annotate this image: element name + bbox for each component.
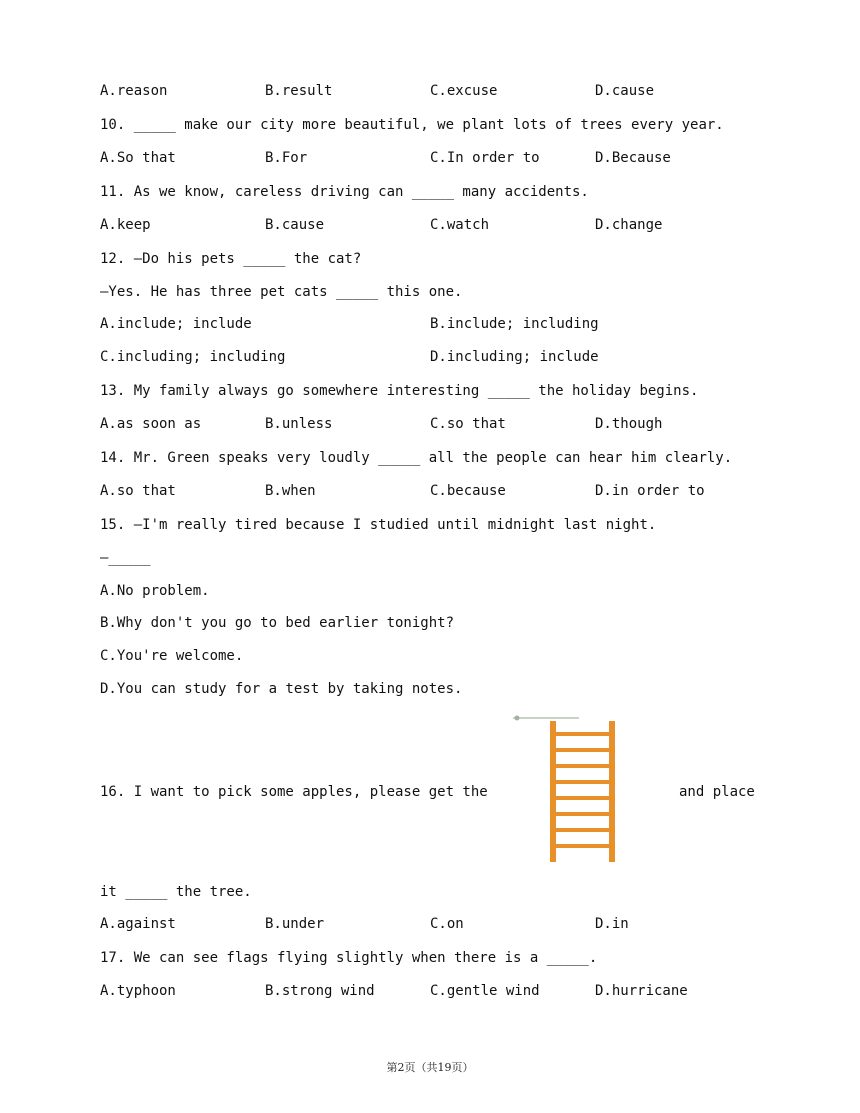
q14-stem: 14. Mr. Green speaks very loudly _____ all the people can hear him clearly.: [100, 450, 733, 466]
q9-option-c: C.excuse: [430, 83, 498, 99]
q16-stem-part1: 16. I want to pick some apples, please get the: [100, 784, 488, 800]
q11-option-a: A.keep: [100, 217, 151, 233]
q16-option-d: D.in: [595, 916, 629, 932]
q10-option-c: C.In order to: [430, 150, 540, 166]
q15-option-b: B.Why don't you go to bed earlier tonight?: [100, 615, 455, 631]
q14-option-b: B.when: [265, 483, 316, 499]
q13-option-c: C.so that: [430, 416, 506, 432]
q13-option-b: B.unless: [265, 416, 333, 432]
q12-option-b: B.include; including: [430, 316, 599, 332]
q12-option-a: A.include; include: [100, 316, 252, 332]
q17-option-b: B.strong wind: [265, 983, 375, 999]
q10-option-b: B.For: [265, 150, 308, 166]
q11-option-b: B.cause: [265, 217, 325, 233]
ladder-icon: [505, 706, 635, 868]
q9-option-d: D.cause: [595, 83, 655, 99]
q9-option-b: B.result: [265, 83, 333, 99]
q11-option-d: D.change: [595, 217, 663, 233]
q10-option-d: D.Because: [595, 150, 671, 166]
q15-option-a: A.No problem.: [100, 583, 210, 599]
q12-option-c: C.including; including: [100, 349, 286, 365]
q12-stem-reply: —Yes. He has three pet cats _____ this one.: [100, 284, 463, 300]
q14-option-a: A.so that: [100, 483, 176, 499]
q17-option-a: A.typhoon: [100, 983, 176, 999]
q11-option-c: C.watch: [430, 217, 490, 233]
q12-option-d: D.including; include: [430, 349, 599, 365]
q14-option-c: C.because: [430, 483, 506, 499]
q15-option-c: C.You're welcome.: [100, 648, 244, 664]
q10-stem: 10. _____ make our city more beautiful, we plant lots of trees every year.: [100, 117, 724, 133]
q16-stem-line2: it _____ the tree.: [100, 884, 252, 900]
q15-stem: 15. —I'm really tired because I studied until midnight last night.: [100, 517, 657, 533]
q9-option-a: A.reason: [100, 83, 168, 99]
q17-option-c: C.gentle wind: [430, 983, 540, 999]
q16-option-a: A.against: [100, 916, 176, 932]
q13-option-a: A.as soon as: [100, 416, 202, 432]
q14-option-d: D.in order to: [595, 483, 705, 499]
page-footer: 第2页（共19页）: [386, 1061, 474, 1074]
q13-option-d: D.though: [595, 416, 663, 432]
q17-option-d: D.hurricane: [595, 983, 688, 999]
q16-option-c: C.on: [430, 916, 464, 932]
q11-stem: 11. As we know, careless driving can _____ many accidents.: [100, 184, 589, 200]
q12-stem: 12. —Do his pets _____ the cat?: [100, 251, 362, 267]
q16-stem-part2: and place: [679, 784, 755, 800]
q15-stem-reply: —_____: [100, 550, 151, 566]
q16-option-b: B.under: [265, 916, 325, 932]
q15-option-d: D.You can study for a test by taking notes.: [100, 681, 463, 697]
q10-option-a: A.So that: [100, 150, 176, 166]
q17-stem: 17. We can see flags flying slightly when there is a _____.: [100, 950, 598, 966]
q13-stem: 13. My family always go somewhere interesting _____ the holiday begins.: [100, 383, 699, 399]
